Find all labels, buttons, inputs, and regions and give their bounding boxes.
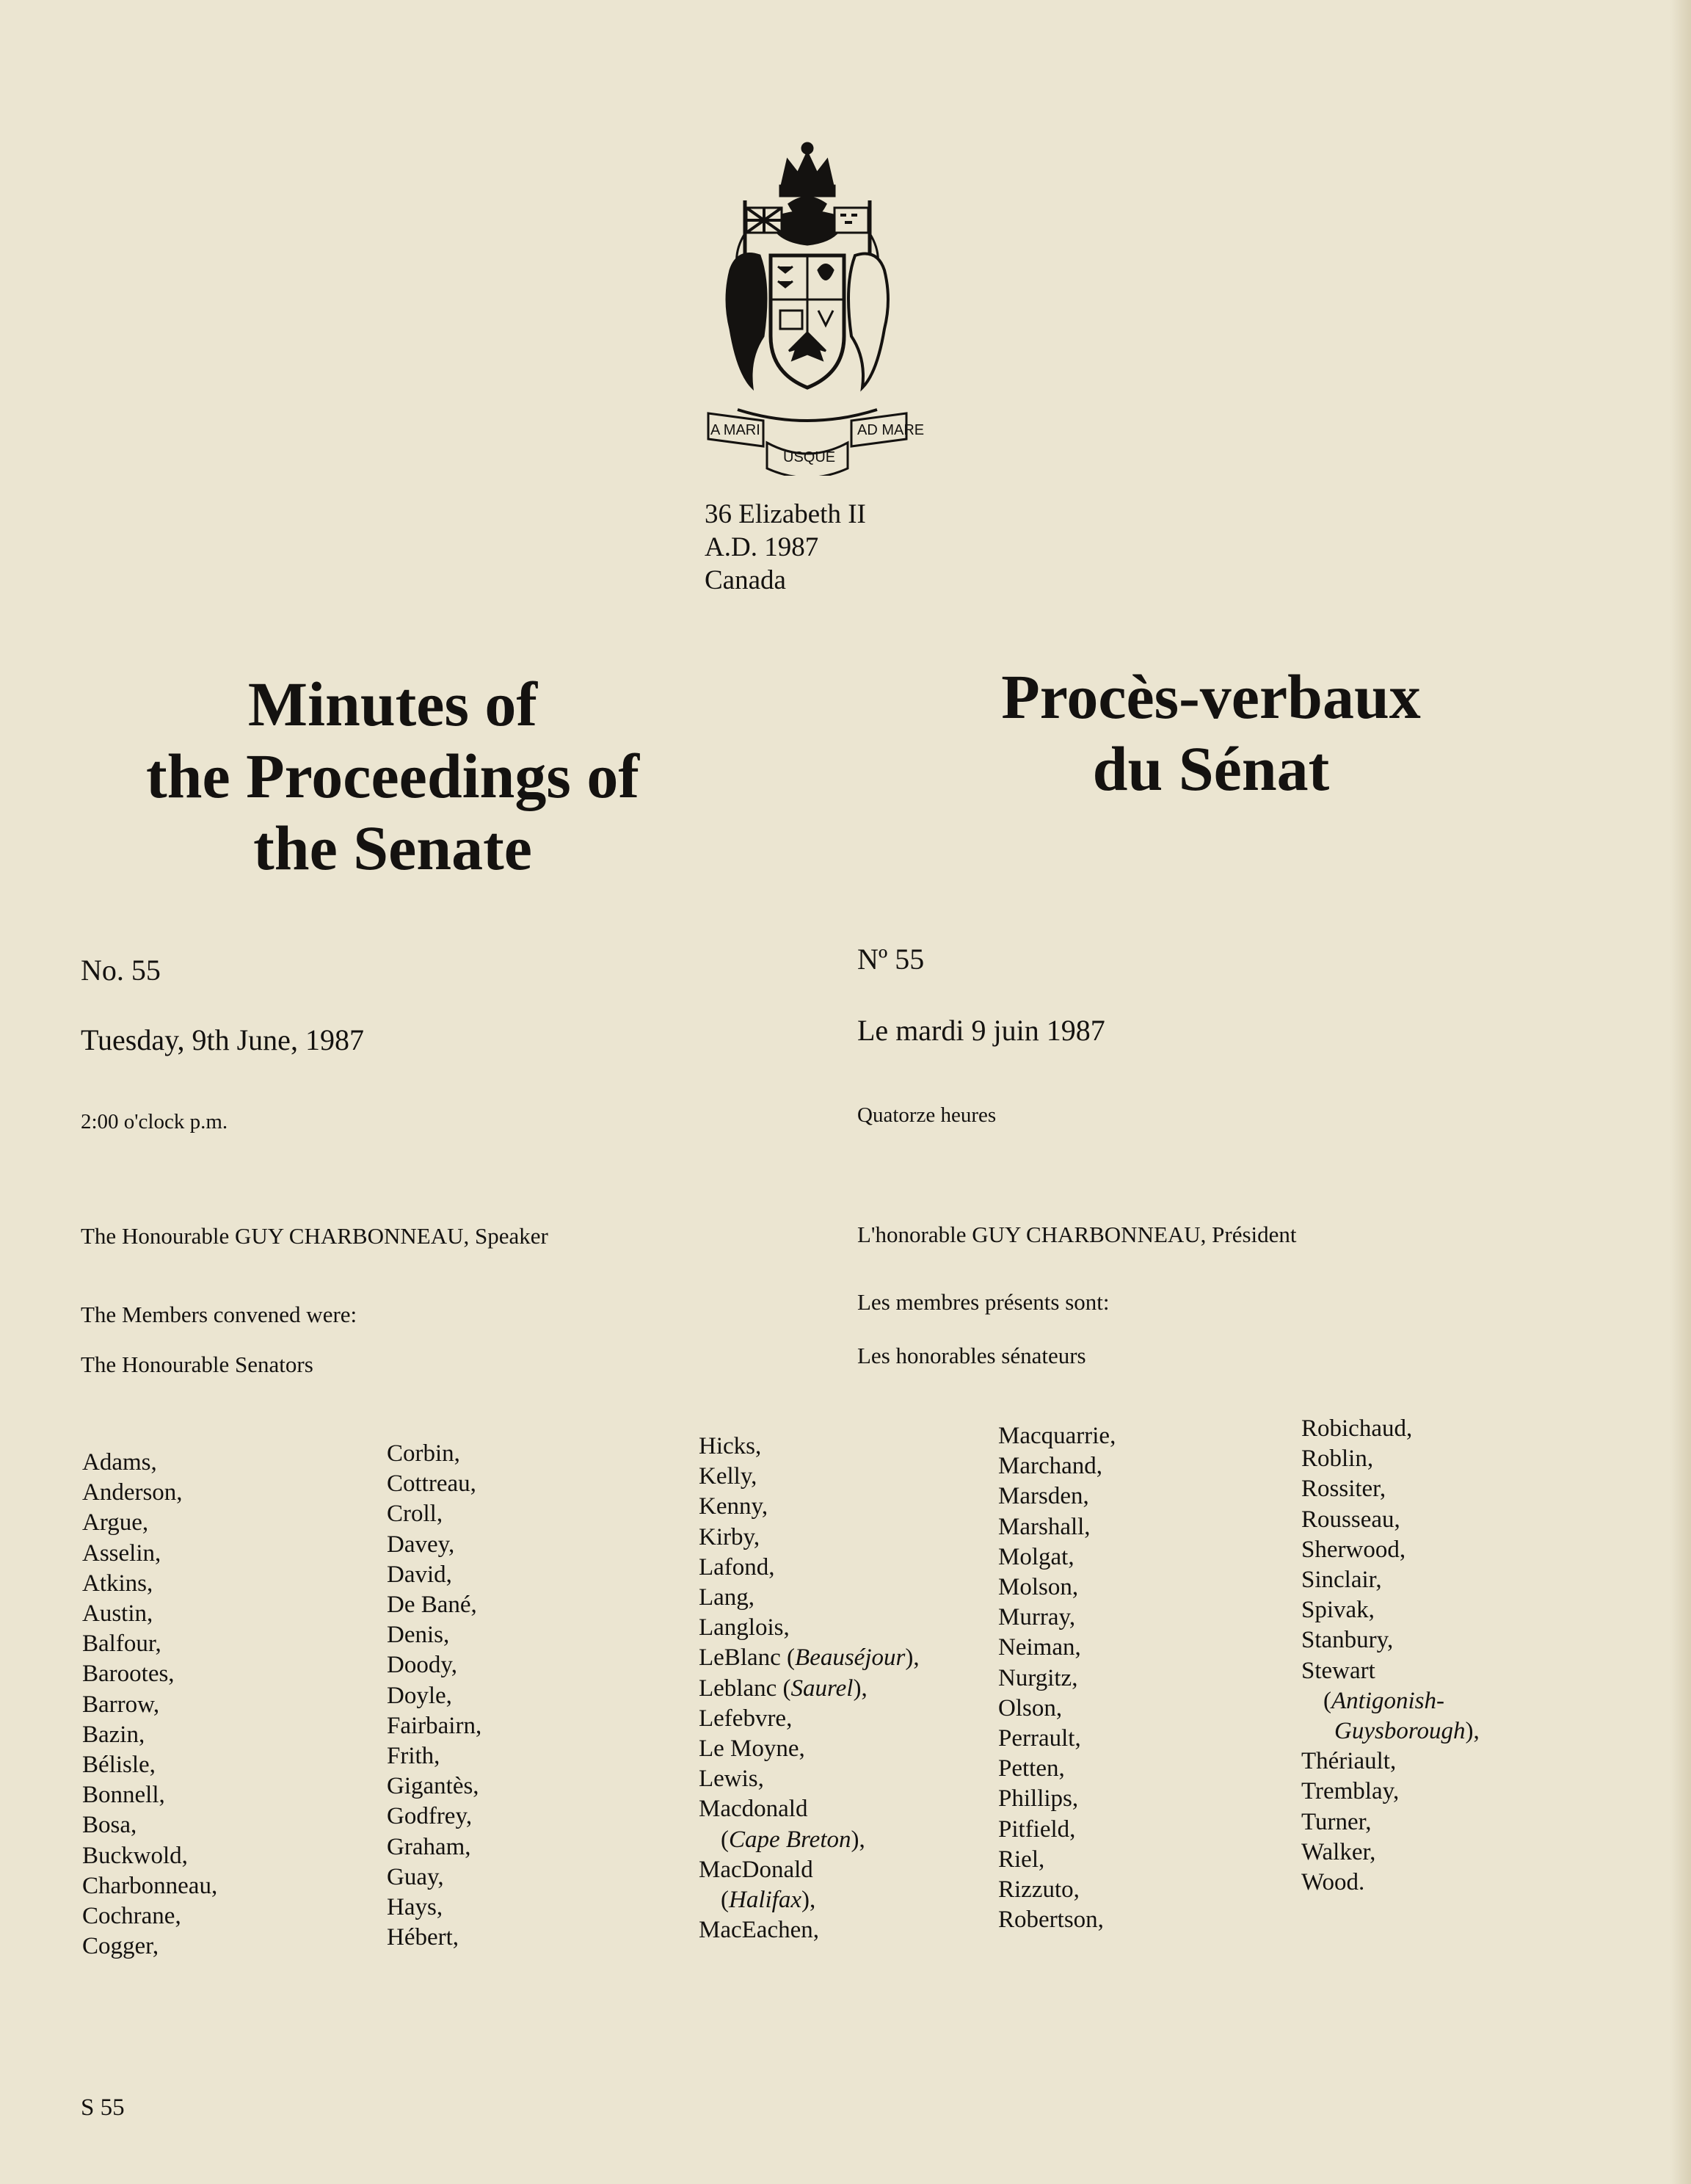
- punctuation: (: [721, 1887, 729, 1914]
- senator-name: Hébert,: [387, 1924, 459, 1951]
- senator-name: Neiman,: [998, 1634, 1081, 1661]
- senator-name: David,: [387, 1561, 452, 1588]
- senator-name: Riel,: [998, 1846, 1045, 1873]
- senator-name: Tremblay,: [1301, 1778, 1400, 1805]
- senator-name: Bélisle,: [82, 1752, 156, 1779]
- senator-name: Olson,: [998, 1694, 1063, 1722]
- senator-name: Lefebvre,: [699, 1705, 793, 1732]
- page-edge: [1670, 0, 1691, 2184]
- senators-column-4: [998, 1421, 1116, 1935]
- punctuation: ),: [851, 1826, 865, 1853]
- senator-name: Lang,: [699, 1584, 755, 1611]
- senator-name: Lafond,: [699, 1553, 775, 1581]
- senator-name: Bonnell,: [82, 1782, 165, 1809]
- senator-name: Argue,: [82, 1509, 149, 1537]
- senator-name: Walker,: [1301, 1838, 1376, 1865]
- punctuation: ),: [801, 1887, 816, 1914]
- senator-name: Denis,: [387, 1622, 450, 1649]
- punctuation: (: [1323, 1687, 1331, 1714]
- french-speaker: L'honorable GUY CHARBONNEAU, Président: [857, 1222, 1297, 1247]
- senator-name: De Bané,: [387, 1592, 477, 1619]
- senator-division: Saurel: [790, 1675, 854, 1702]
- senator-name: Doody,: [387, 1652, 457, 1679]
- senator-name: Kelly,: [699, 1463, 757, 1490]
- senator-name: Croll,: [387, 1501, 443, 1528]
- senator-name: Roblin,: [1301, 1445, 1374, 1473]
- senator-name: Macquarrie,: [998, 1423, 1116, 1449]
- senator-name: Corbin,: [387, 1440, 460, 1467]
- senator-surname: LeBlanc (: [699, 1644, 796, 1672]
- senator-name: Frith,: [387, 1743, 440, 1770]
- english-title-line3: the Senate: [253, 813, 532, 883]
- regnal-year-block: [705, 498, 866, 597]
- english-senators-heading: The Honourable Senators: [81, 1352, 313, 1377]
- french-number: Nº 55: [857, 943, 925, 976]
- motto-right: AD MARE: [857, 422, 925, 438]
- punctuation: ),: [905, 1644, 920, 1672]
- senator-name: Fairbairn,: [387, 1712, 482, 1739]
- senator-name: Lewis,: [699, 1766, 764, 1793]
- senator-division-line: [1301, 1686, 1480, 1716]
- senator-name: Petten,: [998, 1755, 1065, 1782]
- motto-center: USQUE: [783, 449, 836, 465]
- senator-name: Buckwold,: [82, 1842, 188, 1869]
- french-title-line2: du Sénat: [1092, 733, 1330, 804]
- senator-division-line: [699, 1825, 920, 1855]
- senator-name: Langlois,: [699, 1614, 790, 1641]
- english-speaker: The Honourable GUY CHARBONNEAU, Speaker: [81, 1223, 548, 1249]
- senator-name: Marsden,: [998, 1483, 1089, 1510]
- senator-name: Austin,: [82, 1600, 153, 1628]
- senator-name: Robertson,: [998, 1907, 1104, 1934]
- senator-name: Gigantès,: [387, 1773, 479, 1800]
- senators-column-2: [387, 1439, 481, 1953]
- senator-name: [699, 1674, 920, 1704]
- senator-name: Kenny,: [699, 1493, 768, 1520]
- senators-column-3: [699, 1432, 920, 1945]
- senator-name: Rizzuto,: [998, 1876, 1080, 1904]
- senator-division: Beauséjour: [795, 1644, 906, 1672]
- senator-name: Balfour,: [82, 1630, 161, 1658]
- senator-name: Charbonneau,: [82, 1872, 218, 1899]
- senator-name: MacEachen,: [699, 1917, 819, 1944]
- motto-left: A MARI: [710, 422, 760, 438]
- senator-name: Atkins,: [82, 1570, 153, 1597]
- senator-division: Antigonish-: [1331, 1687, 1444, 1714]
- senator-name: Adams,: [82, 1449, 157, 1476]
- french-time: Quatorze heures: [857, 1103, 997, 1127]
- senator-division: Cape Breton: [729, 1826, 851, 1853]
- senator-name: Macdonald: [699, 1796, 808, 1823]
- senator-name: Bazin,: [82, 1721, 145, 1748]
- punctuation: ),: [853, 1675, 868, 1702]
- senator-name: Kirby,: [699, 1523, 760, 1550]
- senator-name: Sherwood,: [1301, 1536, 1406, 1563]
- senator-name: Spivak,: [1301, 1597, 1375, 1624]
- senator-name: Robichaud,: [1301, 1415, 1413, 1442]
- senator-name: Cogger,: [82, 1933, 159, 1960]
- french-title-line1: Procès-verbaux: [1001, 661, 1421, 732]
- senator-name: Hays,: [387, 1894, 443, 1921]
- senator-name: Perrault,: [998, 1725, 1081, 1752]
- senator-name: Sinclair,: [1301, 1567, 1382, 1594]
- senator-name: Rossiter,: [1301, 1476, 1386, 1503]
- punctuation: ),: [1465, 1718, 1480, 1745]
- french-date: Le mardi 9 juin 1987: [857, 1014, 1105, 1047]
- senator-name: Molgat,: [998, 1543, 1074, 1570]
- senator-name: Cochrane,: [82, 1903, 181, 1930]
- senator-name: Graham,: [387, 1833, 471, 1860]
- english-time: 2:00 o'clock p.m.: [81, 1110, 228, 1133]
- senator-name: Nurgitz,: [998, 1664, 1078, 1691]
- english-number: No. 55: [81, 954, 161, 987]
- english-title: [81, 668, 705, 884]
- senator-name: Asselin,: [82, 1539, 161, 1567]
- senator-division: Guysborough: [1334, 1718, 1466, 1745]
- senator-division-line: [699, 1885, 920, 1915]
- senator-name: Barootes,: [82, 1661, 175, 1688]
- senator-name: Cottreau,: [387, 1470, 476, 1498]
- senator-division-line: [1301, 1716, 1480, 1746]
- senator-name: Phillips,: [998, 1785, 1079, 1813]
- country: Canada: [705, 565, 786, 595]
- senator-division: Halifax: [729, 1887, 801, 1914]
- senator-name: Marchand,: [998, 1453, 1103, 1480]
- english-date: Tuesday, 9th June, 1987: [81, 1023, 364, 1056]
- senators-column-5: [1301, 1414, 1480, 1898]
- anno-domini: A.D. 1987: [705, 532, 819, 562]
- senator-name: Murray,: [998, 1604, 1076, 1631]
- page-identifier: S 55: [81, 2094, 125, 2121]
- senator-name: [699, 1643, 920, 1673]
- senator-name: Bosa,: [82, 1812, 137, 1839]
- senator-name: Rousseau,: [1301, 1506, 1400, 1533]
- senator-name: Hicks,: [699, 1433, 762, 1459]
- senator-name: Thériault,: [1301, 1748, 1397, 1775]
- senator-name: Le Moyne,: [699, 1735, 805, 1763]
- senator-name: Guay,: [387, 1863, 444, 1890]
- french-present: Les membres présents sont:: [857, 1289, 1110, 1315]
- senator-name: Anderson,: [82, 1479, 183, 1506]
- english-convened: The Members convened were:: [81, 1302, 357, 1327]
- english-title-line1: Minutes of: [247, 669, 538, 739]
- senator-name: MacDonald: [699, 1856, 813, 1883]
- senator-name: Barrow,: [82, 1691, 160, 1718]
- senator-name: Turner,: [1301, 1808, 1372, 1835]
- senator-name: Stanbury,: [1301, 1627, 1394, 1654]
- senator-name: Pitfield,: [998, 1815, 1076, 1843]
- senator-name: Doyle,: [387, 1682, 452, 1709]
- senator-name: Davey,: [387, 1531, 455, 1558]
- senator-name: Molson,: [998, 1574, 1079, 1601]
- senators-column-1: [82, 1448, 217, 1962]
- french-title: [925, 661, 1497, 805]
- senator-name: Marshall,: [998, 1513, 1091, 1540]
- french-senators-heading: Les honorables sénateurs: [857, 1343, 1086, 1368]
- regnal-year: 36 Elizabeth II: [705, 499, 866, 529]
- senator-surname: Leblanc (: [699, 1675, 791, 1702]
- senator-name: Wood.: [1301, 1869, 1365, 1896]
- senator-name: Stewart: [1301, 1657, 1375, 1684]
- english-title-line2: the Proceedings of: [146, 741, 639, 811]
- senator-name: Godfrey,: [387, 1803, 473, 1830]
- punctuation: (: [721, 1826, 729, 1853]
